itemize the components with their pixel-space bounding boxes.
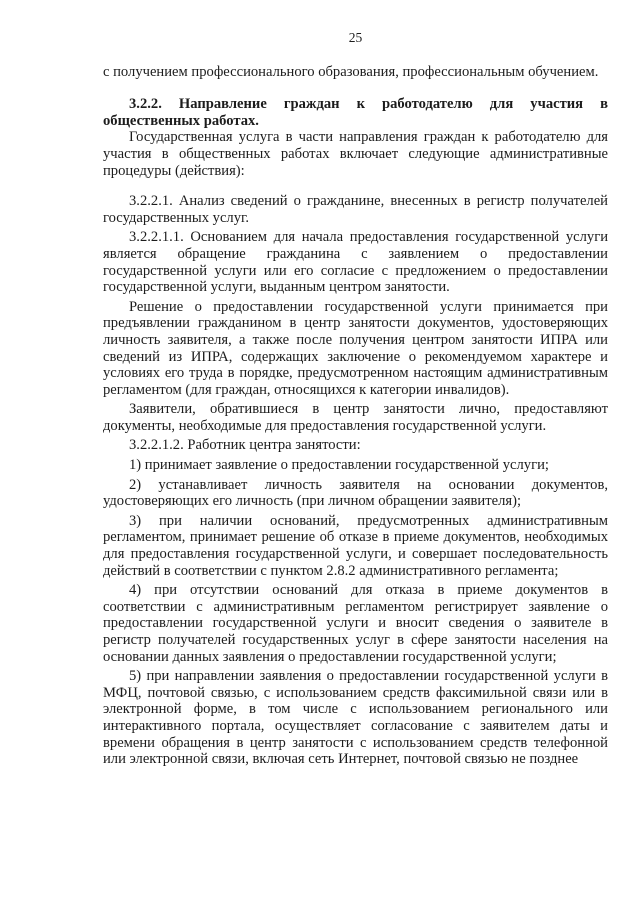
list-item-3: 3) при наличии оснований, предусмотренных административным регламентом, принимает решение об отказе в приеме документов, необходимых для предоставления государственной услуги, и совершает последовательность действий в соответствии с пунктом 2.8.2 административного регламента;	[103, 512, 608, 579]
section-heading-3-2-2: 3.2.2. Направление граждан к работодателю для участия в общественных работах.	[103, 96, 608, 129]
list-item-2: 2) устанавливает личность заявителя на основании документов, удостоверяющих его личность (при личном обращении заявителя);	[103, 476, 608, 510]
paragraph-3-2-2-1-2: 3.2.2.1.2. Работник центра занятости:	[129, 437, 361, 454]
paragraph-applicants: Заявители, обратившиеся в центр занятости лично, предоставляют документы, необходимые для предоставления государственной услуги.	[103, 401, 608, 434]
list-item-4: 4) при отсутствии оснований для отказа в приеме документов в соответствии с административным регламентом регистрирует заявление о предоставлении государственной услуги и вносит сведения о заявителе в регистр получателей государственных услуг в сфере занятости населения на основании данных заявления о предоставлении государственной услуги;	[103, 582, 608, 665]
paragraph-3-2-2-1-1: 3.2.2.1.1. Основанием для начала предоставления государственной услуги является обращение гражданина с заявлением о предоставлении государственной услуги или его согласие с предложением о предоставлении государственной услуги, выданным центром занятости.	[103, 229, 608, 296]
page-number: 25	[348, 30, 363, 45]
paragraph-3-2-2-1: 3.2.2.1. Анализ сведений о гражданине, внесенных в регистр получателей государственных услуг.	[103, 193, 608, 226]
list-item-5: 5) при направлении заявления о предоставлении государственной услуги в МФЦ, почтовой связью, с использованием средств факсимильной связи или в электронной форме, в том числе с использованием регионального или интерактивного портала, осуществляет согласование с заявителем даты и времени обращения в центр занятости с использованием средств телефонной или электронной связи, включая сеть Интернет, почтовой связью не позднее	[103, 668, 608, 768]
paragraph-decision: Решение о предоставлении государственной услуги принимается при предъявлении гражданином в центр занятости документов, удостоверяющих личность заявителя, а также после получения центром занятости ИПРА или сведений из ИПРА, содержащих заключение о рекомендуемом характере и условиях его труда в порядке, предусмотренном настоящим административным регламентом (для граждан, относящихся к категории инвалидов).	[103, 298, 608, 398]
paragraph-procedures-intro: Государственная услуга в части направления граждан к работодателю для участия в общественных работах включает следующие административные процедуры (действия):	[103, 129, 608, 179]
paragraph-continuation: с получением профессионального образования, профессиональным обучением.	[103, 63, 599, 80]
list-item-1: 1) принимает заявление о предоставлении государственной услуги;	[129, 457, 549, 474]
document-page	[103, 30, 608, 768]
